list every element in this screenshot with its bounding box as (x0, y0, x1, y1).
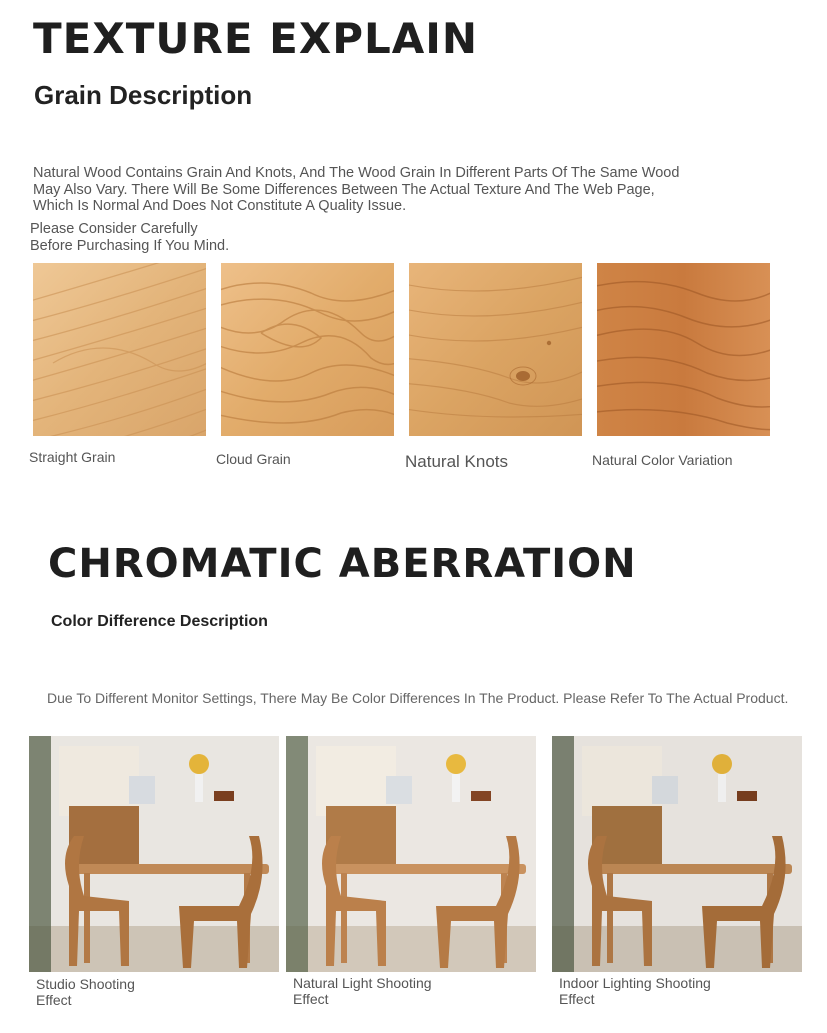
natural-color-variation-label: Natural Color Variation (592, 452, 733, 468)
color-difference-text: Due To Different Monitor Settings, There May Be Color Differences In The Product. Please Refer To The Actual Product. (47, 690, 789, 706)
studio-shooting-label-line2: Effect (36, 991, 72, 1008)
natural-knots-label: Natural Knots (405, 452, 508, 471)
cloud-grain-label: Cloud Grain (216, 451, 291, 467)
grain-description-heading: Grain Description (34, 80, 253, 110)
cloud-grain-swatch (221, 263, 394, 436)
color-difference-heading: Color Difference Description (51, 613, 268, 630)
texture-explain-title: TEXTURE EXPLAIN (33, 14, 479, 63)
studio-shooting-photo (29, 736, 279, 972)
natural-light-shooting-label-line1: Natural Light Shooting (293, 975, 432, 991)
indoor-lighting-shooting-label (559, 976, 759, 1007)
studio-shooting-label-line1: Studio Shooting (36, 976, 135, 992)
purchase-note (30, 221, 290, 255)
natural-light-shooting-label (293, 976, 493, 1007)
studio-shooting-label (36, 977, 236, 1008)
straight-grain-label: Straight Grain (29, 449, 116, 465)
grain-description-text: Natural Wood Contains Grain And Knots, And The Wood Grain In Different Parts Of The Same Wood May Also Vary. There Will Be Some Differences Between The Actual Texture And The Web Page, Which Is Normal And Does Not Constitute A Quality Issue. (33, 165, 680, 214)
natural-color-variation-swatch (597, 263, 770, 436)
natural-light-shooting-photo (286, 736, 536, 972)
chromatic-aberration-title: CHROMATIC ABERRATION (48, 541, 637, 587)
purchase-note-line2: Before Purchasing If You Mind. (30, 238, 230, 254)
natural-light-shooting-label-line2: Effect (293, 990, 329, 1007)
purchase-note-line1: Please Consider Carefully (30, 221, 198, 237)
natural-knots-swatch (409, 263, 582, 436)
straight-grain-swatch (33, 263, 206, 436)
indoor-lighting-shooting-photo (552, 736, 802, 972)
indoor-lighting-shooting-label-line2: Effect (559, 990, 595, 1007)
indoor-lighting-shooting-label-line1: Indoor Lighting Shooting (559, 975, 711, 991)
